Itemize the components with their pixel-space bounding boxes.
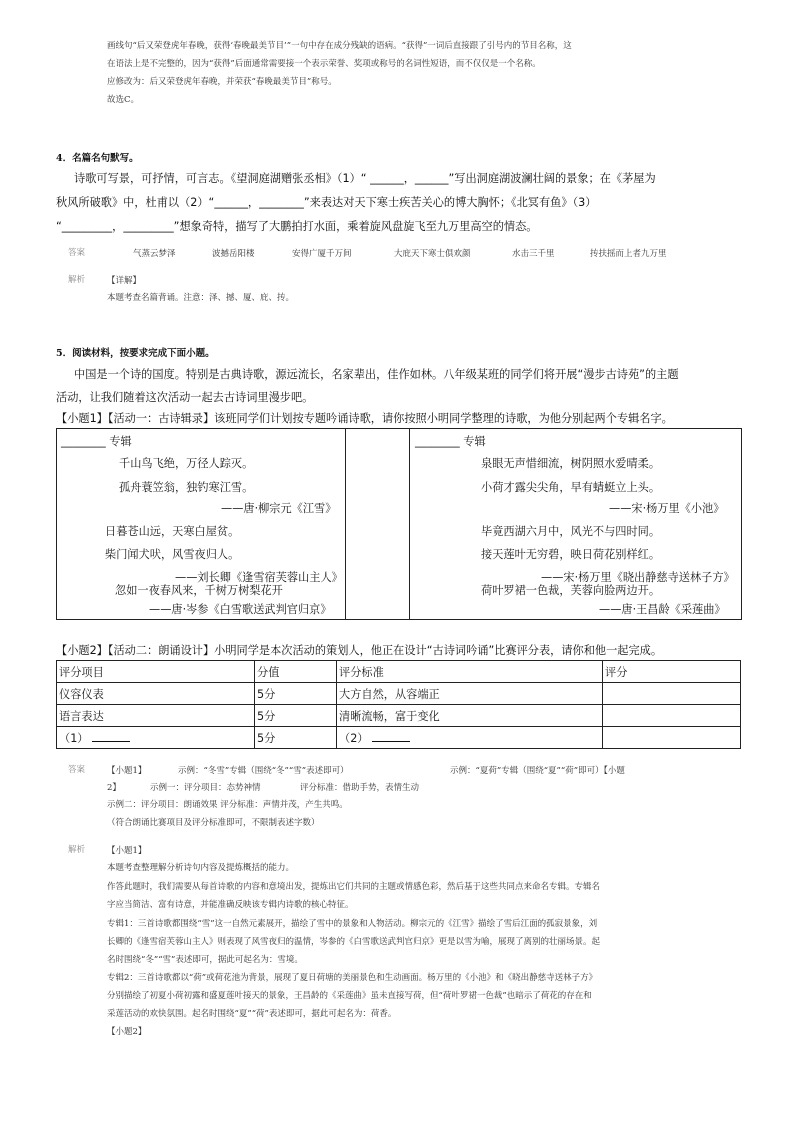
poem-line: 荷叶罗裙一色裁，芙蓉向脸两边开。 — [481, 584, 661, 597]
answer-text: 评分标准：借助手势，表情生动 — [300, 783, 420, 793]
album-name-blank[interactable]: ________ 专辑 — [415, 435, 486, 448]
answer-text: 2】 — [107, 783, 121, 793]
table-cell — [603, 727, 741, 749]
poem-line: 孤舟蓑笠翁，独钓寒江雪。 — [119, 481, 254, 494]
analysis-line: 字应当简洁、富有诗意，并能准确反映该专辑内诗歌的核心特征。 — [107, 900, 354, 910]
answer-text: 示例二：评分项目：朗诵效果 评分标准：声情并茂，产生共鸣。 — [107, 800, 348, 810]
table-row — [57, 705, 741, 727]
poem-source: ——刘长卿《逢雪宿芙蓉山主人》 — [175, 571, 343, 584]
question-4-text: 秋风所破歌》中，杜甫以（2）“______，________”来表达对天下寒士疾苦关心的博大胸怀；《北冥有鱼》（3） — [56, 196, 597, 209]
analysis-line: 专辑2：三首诗歌都以“荷”或荷花池为背景，展现了夏日荷塘的美丽景色和生动画面。杨万里的《小池》和《晓出静慈寺送林子方》 — [107, 973, 598, 983]
table-cell: 清晰流畅，富于变化 — [337, 705, 603, 727]
answer-text: （符合朗诵比赛项目及评分标准即可，不限制表述字数） — [107, 818, 320, 828]
answer-item: 大庇天下寒士俱欢颜 — [394, 249, 471, 259]
blank-1-label: （1） — [59, 731, 89, 745]
analysis-line: 分别描绘了初夏小荷初露和盛夏莲叶接天的景象，王昌龄的《采莲曲》虽未直接写荷，但“荷叶罗裙一色裁”也暗示了荷花的存在和 — [107, 991, 592, 1001]
album-name-blank[interactable]: ________ 专辑 — [61, 435, 132, 448]
analysis-line: 应修改为：后又荣登虎年春晚，并荣获“春晚最美节目”称号。 — [107, 77, 337, 87]
table-cell: 大方自然，从容端正 — [337, 683, 603, 705]
poem-source: ——唐·岑参《白雪歌送武判官归京》 — [149, 603, 332, 616]
poem-line: 忽如一夜春风来，千树万树梨花开 — [115, 584, 283, 597]
analysis-line: 【小题1】 — [107, 846, 147, 856]
poem-line: 接天莲叶无穷碧，映日荷花别样红。 — [481, 548, 661, 561]
analysis-line: 采莲活动的欢快氛围。起名时围绕“夏”“荷”表述即可，据此可起名为：荷香。 — [107, 1009, 397, 1019]
poem-line: 毕竟西湖六月中，风光不与四时同。 — [481, 525, 661, 538]
table-cell: 语言表达 — [57, 705, 255, 727]
poem-line: 千山鸟飞绝，万径人踪灭。 — [119, 457, 254, 470]
analysis-label: 解析 — [68, 275, 86, 285]
analysis-line: 名时围绕“冬”“雪”表述即可，据此可起名为：雪境。 — [107, 955, 303, 965]
detail-text: 本题考查名篇背诵。注意：泽、撼、厦、庇、抟。 — [107, 293, 295, 303]
table-row — [57, 683, 741, 705]
poem-table — [56, 428, 742, 620]
analysis-line: 作答此题时，我们需要从每首诗歌的内容和意境出发，提炼出它们共同的主题或情感色彩，然后基于这些共同点来命名专辑。专辑名 — [107, 882, 601, 892]
table-cell: 5分 — [255, 705, 337, 727]
table-header: 评分 — [603, 661, 741, 683]
table-cell: 5分 — [255, 727, 337, 749]
answer-text: 示例一：评分项目：态势神情 — [150, 783, 261, 793]
answer-text: 示例：“夏荷”专辑（围绕“夏”“荷”即可）【小题 — [450, 766, 625, 776]
detail-tag: 【详解】 — [107, 276, 142, 286]
table-cell[interactable] — [337, 727, 603, 749]
poem-source: ——宋·杨万里《小池》 — [609, 502, 725, 515]
poem-line: 日暮苍山远，天寒白屋贫。 — [105, 525, 240, 538]
blank-2[interactable] — [372, 730, 410, 742]
answer-label: 答案 — [68, 248, 86, 258]
table-header: 评分标准 — [337, 661, 603, 683]
blank-1[interactable] — [92, 730, 130, 742]
table-cell — [603, 705, 741, 727]
table-cell: 仪容仪表 — [57, 683, 255, 705]
score-table — [56, 660, 741, 749]
poem-line: 柴门闻犬吠，风雪夜归人。 — [105, 548, 240, 561]
analysis-label: 解析 — [68, 845, 86, 855]
analysis-line: 【小题2】 — [107, 1027, 147, 1037]
analysis-line: 本题考查整理解分析诗句内容及提炼概括的能力。 — [107, 863, 295, 873]
analysis-line: 在语法上是不完整的，因为“获得”后面通常需要接一个表示荣誉、奖项或称号的名词性短语，而不仅仅是一个名称。 — [107, 59, 541, 69]
question-5-title: 5．阅读材料，按要求完成下面小题。 — [56, 348, 215, 359]
analysis-line: 故选C。 — [107, 95, 140, 105]
sub-question-1: 【小题1】【活动一：古诗辑录】该班同学们计划按专题吟诵诗歌，请你按照小明同学整理的诗歌，为他分别起两个专辑名字。 — [56, 412, 673, 425]
answer-item: 安得广厦千万间 — [292, 249, 352, 259]
sub-question-2: 【小题2】【活动二：朗诵设计】小明同学是本次活动的策划人，他正在设计“古诗词吟诵”比赛评分表，请你和他一起完成。 — [56, 644, 663, 657]
poem-source: ——唐·王昌龄《采莲曲》 — [599, 603, 726, 616]
table-cell: 5分 — [255, 683, 337, 705]
answer-item: 水击三千里 — [512, 249, 555, 259]
question-4-text: “_________，_________”想象奇特，描写了大鹏拍打水面，乘着旋风盘旋飞至九万里高空的情态。 — [56, 220, 538, 233]
answer-item: 气蒸云梦泽 — [133, 249, 176, 259]
analysis-line: 长卿的《逢雪宿芙蓉山主人》则表现了风雪夜归的温情，岑参的《白雪歌送武判官归京》更是以雪为喻，展现了离别的壮丽场景。起 — [107, 937, 601, 947]
table-cell[interactable] — [57, 727, 255, 749]
blank-2-label: （2） — [339, 731, 369, 745]
question-5-intro: 中国是一个诗的国度。特别是古典诗歌，源远流长，名家辈出，佳作如林。八年级某班的同学们将开展“漫步古诗苑”的主题 — [74, 368, 679, 381]
analysis-line: 画线句“后又荣登虎年春晚，获得‘春晚最美节目’”一句中存在成分残缺的语病。“获得”一词后直接跟了引号内的节目名称，这 — [107, 41, 572, 51]
table-header: 评分项目 — [57, 661, 255, 683]
table-row — [57, 727, 741, 749]
table-cell — [603, 683, 741, 705]
poem-line: 泉眼无声惜细流，树阴照水爱晴柔。 — [481, 457, 661, 470]
answer-item: 波撼岳阳楼 — [212, 249, 255, 259]
poem-source: ——宋·杨万里《晓出静慈寺送林子方》 — [541, 571, 735, 584]
question-4-text: 诗歌可写景，可抒情，可言志。《望洞庭湖赠张丞相》（1）“ ______，______”写出洞庭湖波澜壮阔的景象；在《茅屋为 — [74, 172, 656, 185]
poem-source: ——唐·柳宗元《江雪》 — [221, 502, 337, 515]
question-4-title: 4．名篇名句默写。 — [56, 153, 139, 164]
answer-label: 答案 — [68, 765, 86, 775]
answer-text: 示例：“冬雪”专辑（围绕“冬”“雪”表述即可） — [178, 766, 349, 776]
table-header: 分值 — [255, 661, 337, 683]
poem-line: 小荷才露尖尖角，早有蜻蜓立上头。 — [481, 481, 661, 494]
answer-text: 【小题1】 — [107, 766, 147, 776]
question-5-intro: 活动，让我们随着这次活动一起去古诗词里漫步吧。 — [56, 391, 314, 404]
analysis-line: 专辑1：三首诗歌都围绕“雪”这一自然元素展开，描绘了雪中的景象和人物活动。柳宗元的《江雪》描绘了雪后江面的孤寂景象，刘 — [107, 919, 598, 929]
answer-item: 抟扶摇而上者九万里 — [590, 249, 667, 259]
table-header-row — [57, 661, 741, 683]
